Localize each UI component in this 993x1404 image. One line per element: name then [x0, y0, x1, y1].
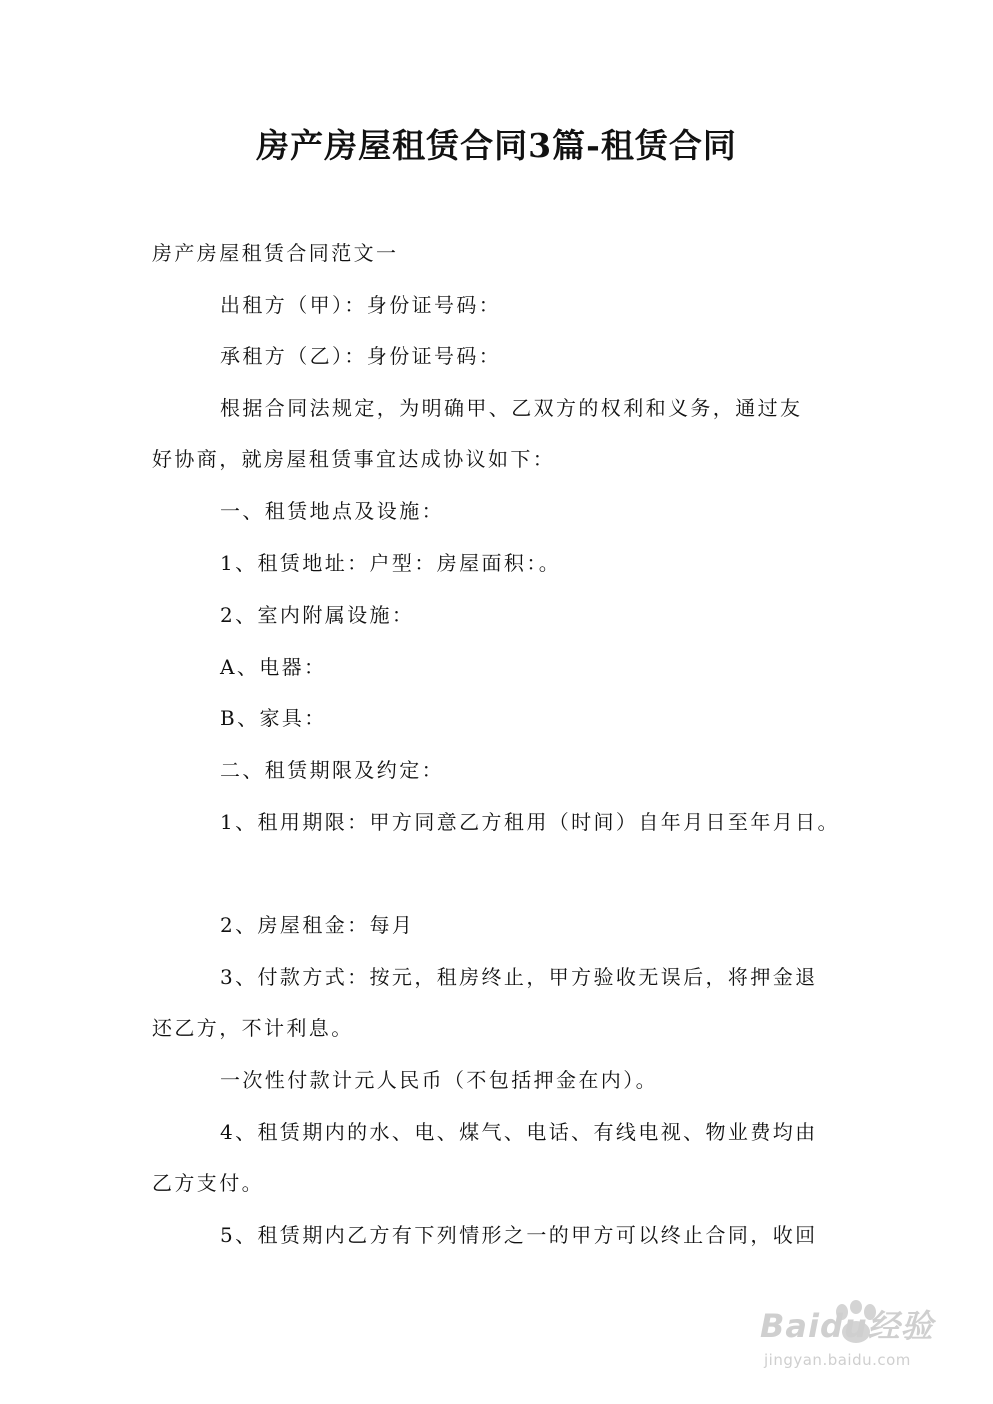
paragraph-line: 乙方支付。 — [152, 1171, 264, 1195]
paragraph-line: 还乙方，不计利息。 — [152, 1016, 354, 1040]
clause-item: A、电器： — [220, 655, 327, 679]
clause-item: 5、租赁期内乙方有下列情形之一的甲方可以终止合同，收回 — [220, 1223, 818, 1247]
clause-item: 1、租用期限：甲方同意乙方租用（时间）自年月日至年月日。 — [220, 810, 840, 834]
clause-item: 一次性付款计元人民币（不包括押金在内）。 — [220, 1068, 658, 1092]
document-title: 房产房屋租赁合同3篇-租赁合同 — [256, 126, 737, 165]
lessor-line: 出租方（甲）：身份证号码： — [220, 293, 502, 317]
paragraph-line: 根据合同法规定，为明确甲、乙双方的权利和义务，通过友 — [220, 396, 803, 420]
paragraph-line: 好协商，就房屋租赁事宜达成协议如下： — [152, 447, 556, 471]
watermark — [760, 1300, 960, 1380]
clause-heading: 一、租赁地点及设施： — [220, 499, 444, 523]
lessee-line: 承租方（乙）：身份证号码： — [220, 344, 502, 368]
clause-item: 2、房屋租金：每月 — [220, 913, 415, 937]
clause-item: B、家具： — [220, 706, 327, 730]
watermark-url: jingyan.baidu.com — [764, 1351, 911, 1369]
clause-item: 1、租赁地址：户型：房屋面积：。 — [220, 551, 562, 575]
section-heading: 房产房屋租赁合同范文一 — [152, 241, 399, 265]
clause-item: 2、室内附属设施： — [220, 603, 415, 627]
clause-item: 3、付款方式：按元，租房终止，甲方验收无误后，将押金退 — [220, 965, 818, 989]
watermark-brand: Baidu经验 — [760, 1307, 934, 1345]
clause-item: 4、租赁期内的水、电、煤气、电话、有线电视、物业费均由 — [220, 1120, 818, 1144]
clause-heading: 二、租赁期限及约定： — [220, 758, 444, 782]
